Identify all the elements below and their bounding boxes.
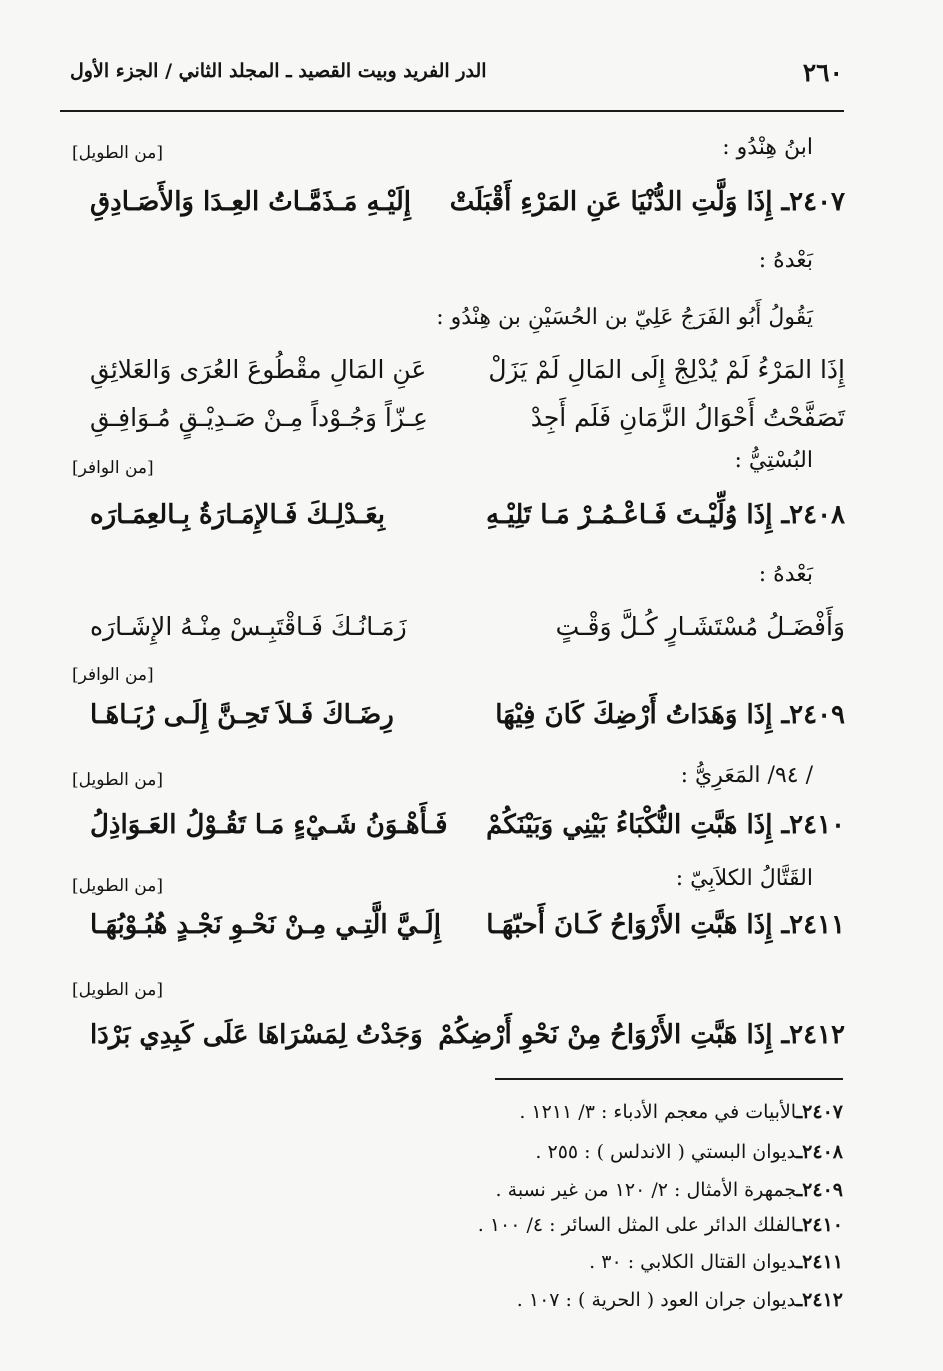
meter-label: [من الوافر] (72, 458, 154, 478)
verse-hemistich-second: فَـأَهْـوَنُ شَـيْءٍ مَـا تَقُـوْلُ العَـوَاذِلُ (90, 810, 448, 840)
footnote-text: ديوان جران العود ( الحرية ) : ١٠٧ . (516, 1289, 797, 1311)
verse-hemistich-first: ٢٤٠٧ـ إِذَا وَلَّتِ الدُّنْيَا عَنِ المَرْءِ أَقْبَلَتْ (449, 187, 845, 217)
footnote (496, 1179, 843, 1201)
verse-2412 (90, 1020, 845, 1050)
verse-hemistich-second: زَمَـانُـكَ فَـاقْتَبِـسْ مِنْـهُ الإِشَـارَه (90, 612, 407, 641)
verse-hemistich-first: وَأَفْضَـلُ مُسْتَشَـارٍ كُـلَّ وَقْـتٍ (555, 612, 845, 641)
meter-label: [من الطويل] (72, 143, 163, 163)
footnote-text: ديوان القتال الكلابي : ٣٠ . (589, 1251, 797, 1273)
after-note: بَعْدهُ : (758, 248, 813, 273)
attribution-line: يَقُولُ أَبُو الفَرَجُ عَلِيّ بن الحُسَيْنِ بن هِنْدُو : (436, 305, 813, 330)
verse-hemistich-first: ٢٤١٠ـ إِذَا هَبَّتِ النُّكْبَاءُ بَيْنِي وَبَيْنَكُمْ (486, 810, 845, 840)
poet-name: ابنُ هِنْدُو : (722, 135, 813, 160)
footnote (535, 1141, 843, 1163)
footnote (478, 1214, 843, 1236)
verse-hemistich-first: إِذَا المَرْءُ لَمْ يُدْلِجْ إِلَى المَالِ لَمْ يَزَلْ (488, 355, 845, 384)
footnote-number: ٢٤١١ـ (796, 1251, 843, 1273)
running-title: الدر الفريد وبيت القصيد ـ المجلد الثاني / الجزء الأول (70, 60, 487, 82)
footnote-text: جمهرة الأمثال : ٢/ ١٢٠ من غير نسبة . (495, 1179, 797, 1201)
footnote-number: ٢٤١٢ـ (796, 1289, 843, 1311)
verse-hemistich-second: إِلَـيَّ الَّتِـي مِـنْ نَحْـوِ نَجْـدٍ هُبُـوْبُهَـا (90, 910, 442, 940)
verse-extra (90, 403, 845, 432)
footnote-rule (495, 1078, 843, 1080)
footnote-number: ٢٤٠٧ـ (796, 1101, 843, 1123)
verse-hemistich-first: ٢٤١١ـ إِذَا هَبَّتِ الأَرْوَاحُ كَـانَ أَحبّهَـا (486, 910, 845, 940)
verse-hemistich-first: ٢٤١٢ـ إِذَا هَبَّتِ الأَرْوَاحُ مِنْ نَحْوِ أَرْضِكُمْ (438, 1020, 845, 1050)
footnote (519, 1101, 843, 1123)
verse-extra (90, 355, 845, 384)
footnote-text: الفلك الدائر على المثل السائر : ٤/ ١٠٠ . (477, 1214, 797, 1236)
verse-hemistich-second: عِـزّاً وَجُـوْداً مِـنْ صَـدِيْـقٍ مُـوَافِـقِ (90, 403, 428, 432)
meter-label: [من الطويل] (72, 770, 163, 790)
footnote-number: ٢٤٠٩ـ (796, 1179, 843, 1201)
header-rule (60, 110, 844, 112)
meter-label: [من الطويل] (72, 876, 163, 896)
verse-2408 (90, 500, 845, 530)
meter-label: [من الطويل] (72, 980, 163, 1000)
footnote-text: الأبيات في معجم الأدباء : ٣/ ١٢١١ . (519, 1101, 797, 1123)
verse-hemistich-first: تَصَفَّحْتُ أَحْوَالُ الزَّمَانِ فَلَم أَجِدْ (530, 403, 845, 432)
poet-name: / ٩٤/ المَعَرِيُّ : (680, 763, 813, 788)
footnote (517, 1289, 843, 1311)
verse-hemistich-second: رِضَـاكَ فَـلاَ تَحِـنَّ إِلَـى رُبَـاهَـا (90, 700, 394, 730)
verse-hemistich-second: عَنِ المَالِ مقْطُوعَ العُرَى وَالعَلائِقِ (90, 355, 427, 384)
after-note: بَعْدهُ : (758, 562, 813, 587)
verse-2409 (90, 700, 845, 730)
poet-name: البُسْتِيُّ : (734, 448, 813, 473)
meter-label: [من الوافر] (72, 665, 154, 685)
verse-hemistich-second: وَجَدْتُ لِمَسْرَاهَا عَلَى كَبِدِي بَرْدَا (90, 1020, 423, 1050)
poet-name: القَتَّالُ الكلاَبِيّ : (675, 866, 813, 891)
page-number: ٢٦٠ (802, 58, 843, 87)
footnote (589, 1251, 843, 1273)
verse-hemistich-first: ٢٤٠٨ـ إِذَا وُلِّيْـتَ فَـاعْـمُـرْ مَـا تَلِيْـهِ (485, 500, 845, 530)
verse-2410 (90, 810, 845, 840)
verse-2411 (90, 910, 845, 940)
verse-hemistich-first: ٢٤٠٩ـ إِذَا وَهَدَاتُ أَرْضِكَ كَانَ فِيْهَا (495, 700, 845, 730)
verse-extra (90, 612, 845, 641)
verse-hemistich-second: إِلَيْـهِ مَـذَمَّـاتُ العِـدَا وَالأَصَـادِقِ (90, 187, 411, 217)
footnote-number: ٢٤١٠ـ (796, 1214, 843, 1236)
verse-hemistich-second: بِعَـدْلِـكَ فَـالإِمَـارَةُ بِـالعِمَـارَه (90, 500, 386, 530)
footnote-number: ٢٤٠٨ـ (796, 1141, 843, 1163)
verse-2407 (90, 187, 845, 217)
footnote-text: ديوان البستي ( الاندلس ) : ٢٥٥ . (535, 1141, 797, 1163)
